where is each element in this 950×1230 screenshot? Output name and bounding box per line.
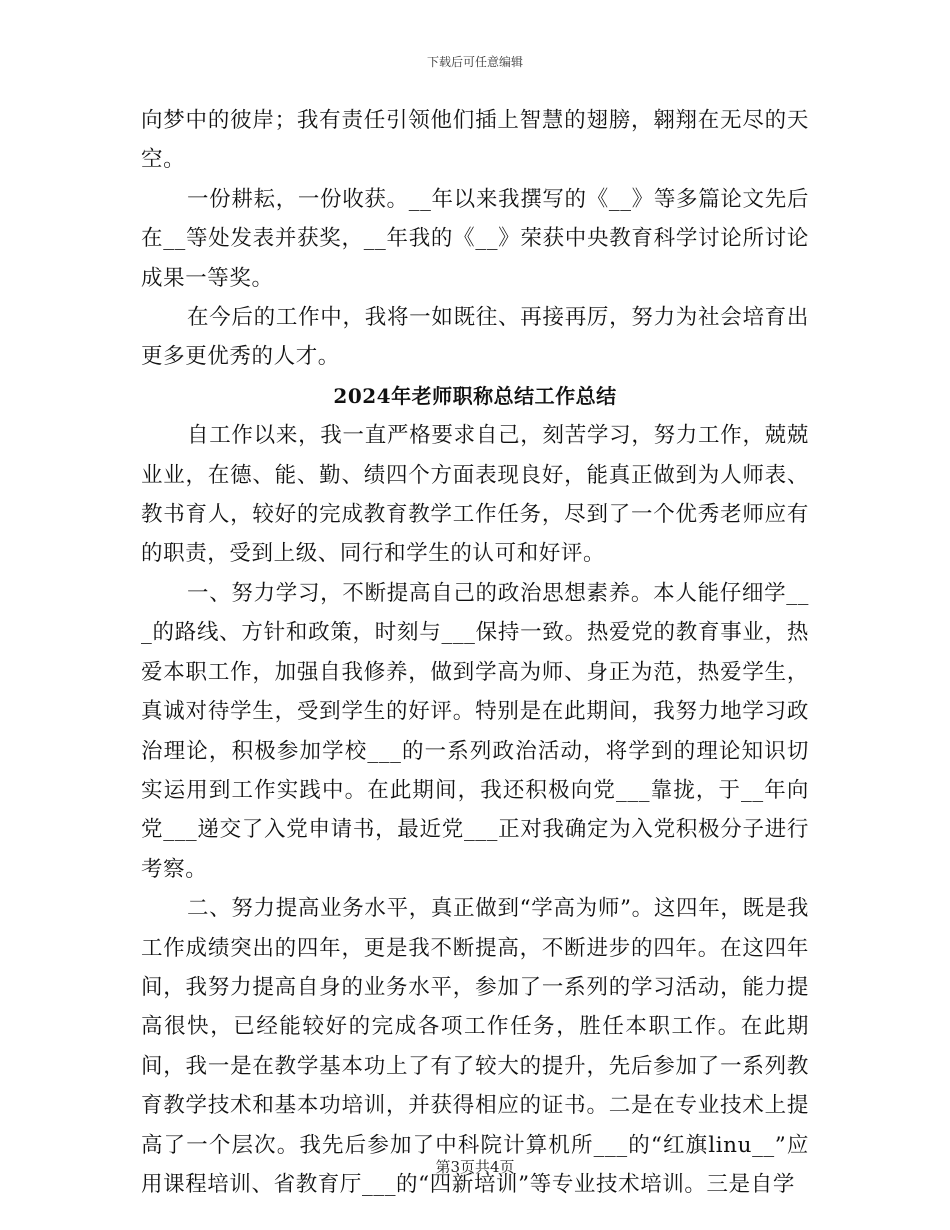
paragraph-future: 在今后的工作中，我将一如既往、再接再厉，努力为社会培育出更多更优秀的人才。: [141, 305, 809, 370]
section-title: 2024年老师职称总结工作总结: [333, 383, 617, 408]
page-header-note: 下载后可任意编辑: [426, 55, 523, 69]
paragraph-political: 一、努力学习，不断提高自己的政治思想素养。本人能仔细学___的路线、方针和政策，时刻与___保持一致。热爱党的教育事业，热爱本职工作，加强自我修养，做到学高为师、身正为范，热爱学生，真诚对待学生，受到学生的好评。特别是在此期间，我努力地学习政治理论，积极参加学校___的一系列政治活动，将学到的理论知识切实运用到工作实践中。在此期间，我还积极向党___靠拢，于__年向党___递交了入党申请书，最近党___正对我确定为入党积极分子进行考察。: [141, 580, 809, 882]
page-number-footer: 第3页共4页: [435, 1158, 515, 1176]
paragraph-achievements: 一份耕耘，一份收获。__年以来我撰写的《__》等多篇论文先后在__等处发表并获奖，__年我的《__》荣获中央教育科学讨论所讨论成果一等奖。: [141, 186, 809, 291]
paragraph-continuation: 向梦中的彼岸；我有责任引领他们插上智慧的翅膀，翱翔在无尽的天空。: [141, 108, 809, 173]
paragraph-professional: 二、努力提高业务水平，真正做到“学高为师”。这四年，既是我工作成绩突出的四年，更是我不断提高，不断进步的四年。在这四年间，我努力提高自身的业务水平，参加了一系列的学习活动，能力提高很快，已经能较好的完成各项工作任务，胜任本职工作。在此期间，我一是在教学基本功上了有了较大的提升，先后参加了一系列教育教学技术和基本功培训，并获得相应的证书。二是在专业技术上提高了一个层次。我先后参加了中科院计算机所___的“红旗linu__”应用课程培训、省教育厅___的“四新培训”等专业技术培训。三是自学: [141, 896, 809, 1197]
paragraph-intro: 自工作以来，我一直严格要求自己，刻苦学习，努力工作，兢兢业业，在德、能、勤、绩四个方面表现良好，能真正做到为人师表、教书育人，较好的完成教育教学工作任务，尽到了一个优秀老师应有的职责，受到上级、同行和学生的认可和好评。: [141, 423, 809, 567]
document-body: [141, 101, 809, 1204]
